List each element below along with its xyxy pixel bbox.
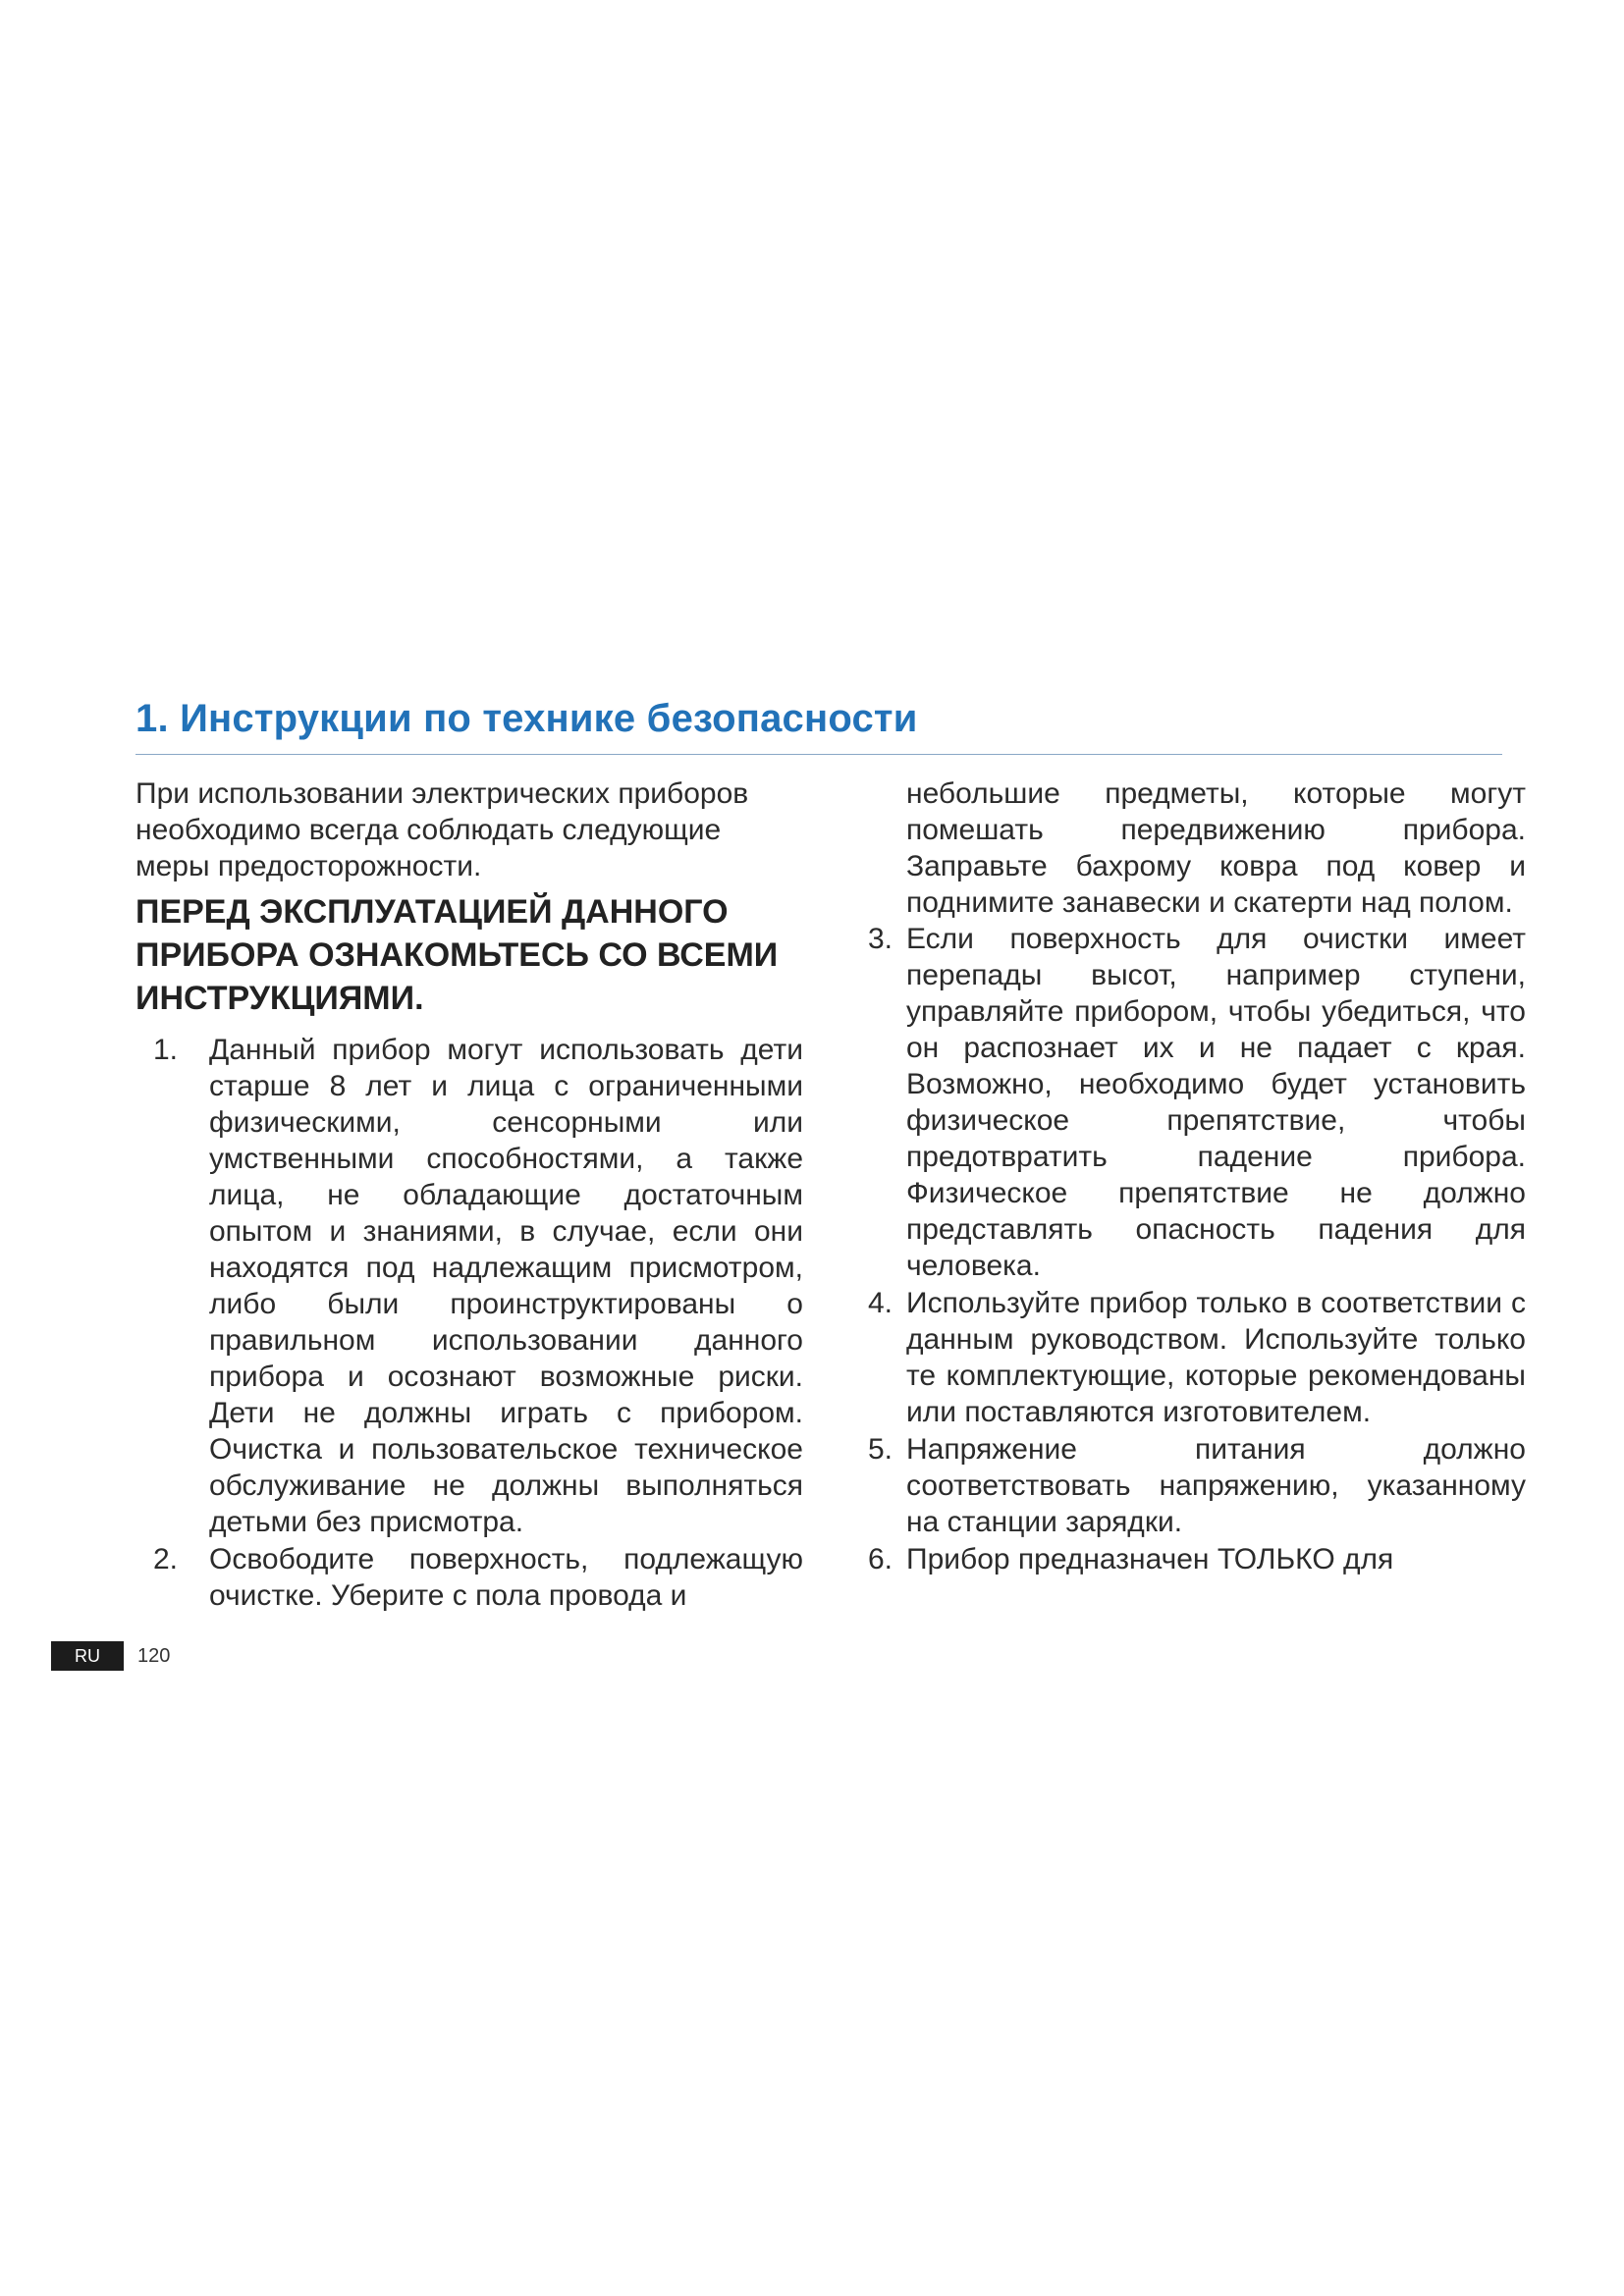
title-divider: [135, 754, 1502, 755]
list-item: [868, 1541, 1526, 1577]
language-badge: RU: [51, 1641, 124, 1671]
safety-list-right: [868, 921, 1526, 1577]
safety-list-left: [135, 1032, 803, 1614]
item-text: Данный прибор могут использовать дети старше 8 лет и лица с ограниченными физическими, сенсорными или умственными способностями, а также лица, не обладающие достаточным опытом и знаниями, в случае, если они находятся под надлежащим присмотром, либо были проинструктированы о правильном использовании данного прибора и осознают возможные риски. Дети не должны играть с прибором. Очистка и пользовательское техническое обслуживание не должны выполняться детьми без присмотра.: [209, 1034, 803, 1538]
list-item: [868, 1285, 1526, 1430]
item-text: Напряжение питания должно соответствовать напряжению, указанному на станции зарядки.: [906, 1433, 1526, 1538]
list-item: [868, 1431, 1526, 1540]
item-number: 2.: [153, 1543, 179, 1575]
item-number: 4.: [868, 1287, 893, 1319]
item-2-continuation: небольшие предметы, которые могут помешать передвижению прибора. Заправьте бахрому ковра под ковер и поднимите занавески и скатерти над полом.: [906, 777, 1526, 919]
item-text: Освободите поверхность, подлежащую очистке. Уберите с пола провода и: [209, 1543, 803, 1612]
item-number: 6.: [868, 1543, 893, 1575]
intro-paragraph: При использовании электрических приборов необходимо всегда соблюдать следующие меры предосторожности.: [135, 777, 749, 882]
list-item: [153, 1541, 803, 1614]
page-number: 120: [137, 1645, 171, 1667]
item-text: Прибор предназначен ТОЛЬКО для: [906, 1543, 1394, 1575]
item-number: 3.: [868, 923, 893, 955]
right-column: [868, 775, 1526, 1578]
section-title: 1. Инструкции по технике безопасности: [135, 697, 918, 740]
item-number: 1.: [153, 1034, 179, 1066]
warning-heading: ПЕРЕД ЭКСПЛУАТАЦИЕЙ ДАННОГО ПРИБОРА ОЗНАКОМЬТЕСЬ СО ВСЕМИ ИНСТРУКЦИЯМИ.: [135, 893, 779, 1017]
item-number: 5.: [868, 1433, 893, 1466]
list-item: [868, 921, 1526, 1284]
left-column: [135, 775, 803, 1615]
item-text: Используйте прибор только в соответствии с данным руководством. Используйте только те комплектующие, которые рекомендованы или поставляются изготовителем.: [906, 1287, 1526, 1428]
list-item: [153, 1032, 803, 1540]
item-text: Если поверхность для очистки имеет перепады высот, например ступени, управляйте прибором, чтобы убедиться, что он распознает их и не падает с края. Возможно, необходимо будет установить физическое препятствие, чтобы предотвратить падение прибора. Физическое препятствие не должно представлять опасность падения для человека.: [906, 923, 1526, 1282]
